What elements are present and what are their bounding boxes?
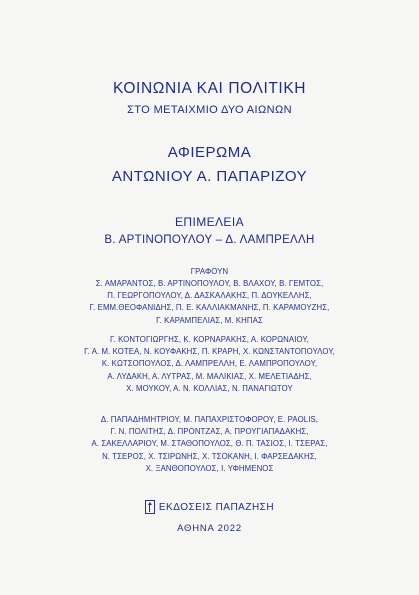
publisher-block — [0, 500, 419, 534]
contributor-line: Δ. ΠΑΠΑΔΗΜΗΤΡΙΟΥ, Μ. ΠΑΠΑΧΡΙΣΤΟΦΟΡΟΥ, Ε. PAOLIS, — [100, 415, 319, 424]
book-title: ΚΟΙΝΩΝΙΑ ΚΑΙ ΠΟΛΙΤΙΚΗ — [112, 80, 307, 97]
contributor-line: Γ. ΚΑΡΑΜΠΕΛΙΑΣ, Μ. ΚΗΠΑΣ — [156, 315, 263, 325]
contributor-line: Γ. ΕΜΜ.ΘΕΟΦΑΝΙΔΗΣ, Π. Ε. ΚΑΛΛΙΑΚΜΑΝΗΣ, Π. ΚΑΡΑΜΟΥΖΗΣ, — [89, 303, 330, 313]
publisher-name: ΕΚΔΟΣΕΙΣ ΠΑΠΑΖΗΣΗ — [158, 501, 275, 513]
contributors-group-3 — [0, 414, 419, 475]
dedication-heading: ΑΦΙΕΡΩΜΑ — [167, 144, 252, 161]
editing-label: ΕΠΙΜΕΛΕΙΑ — [175, 215, 244, 229]
contributors-group-1 — [0, 278, 419, 327]
contributor-line: Γ. Α. Μ. ΚΟΤΕΑ, Ν. ΚΟΥΦΑΚΗΣ, Π. ΚΡΑΡΗ, Χ. ΚΩΝΣΤΑΝΤΟΠΟΥΛΟΥ, — [84, 347, 335, 357]
contributors-group-2 — [0, 334, 419, 395]
contributor-line: Χ. ΜΟΥΚΟΥ, Α. Ν. ΚΟΛΛΙΑΣ, Ν. ΠΑΝΑΓΙΩΤΟΥ — [126, 383, 293, 393]
editors-names: Β. ΑΡΤΙΝΟΠΟΥΛΟΥ – Δ. ΛΑΜΠΡΕΛΛΗ — [104, 234, 315, 246]
publisher-logo-icon — [145, 500, 155, 514]
contributor-line: Α. ΣΑΚΕΛΛΑΡΙΟΥ, Μ. ΣΤΑΘΟΠΟΥΛΟΣ, Θ. Π. ΤΑΣΙΟΣ, Ι. ΤΣΕΡΑΣ, — [91, 439, 328, 449]
contributor-line: Ν. ΤΣΕΡΟΣ, Χ. ΤΣΙΡΩΝΗΣ, Χ. ΤΣΟΚΑΝΗ, Ι. ΦΑΡΣΕΔΑΚΗΣ, — [102, 451, 317, 461]
publisher-place-year: ΑΘΗΝΑ 2022 — [177, 523, 242, 534]
contributor-line: Γ. ΚΟΝΤΟΓΙΩΡΓΗΣ, Κ. ΚΟΡΝΑΡΑΚΗΣ, Α. ΚΟΡΩΝΑΙΟΥ, — [110, 335, 309, 344]
book-subtitle: ΣΤΟ ΜΕΤΑΙΧΜΙΟ ΔΥΟ ΑΙΩΝΩΝ — [127, 104, 292, 116]
contributors-label: ΓΡΑΦΟΥΝ — [190, 267, 229, 276]
contributor-line: Π. ΓΕΩΡΓΟΠΟΥΛΟΥ, Δ. ΔΑΣΚΑΛΑΚΗΣ, Π. ΔΟΥΚΕΛΛΗΣ, — [107, 291, 312, 301]
contributor-line: Σ. ΑΜΑΡΑΝΤΟΣ, Β. ΑΡΤΙΝΟΠΟΥΛΟΥ, Β. ΒΛΑΧΟΥ, Β. ΓΕΜΤΟΣ, — [95, 279, 324, 288]
contributor-line: Γ. Ν. ΠΟΛΙΤΗΣ, Δ. ΠΡΟΝΤΖΑΣ, Α. ΠΡΟΥΓΙΑΠΑΔΑΚΗΣ, — [110, 427, 309, 437]
contributor-line: Χ. ΞΑΝΘΟΠΟΥΛΟΣ, Ι. ΥΦΗΜΕΝΟΣ — [145, 463, 274, 473]
contributor-line: Α. ΛΥΔΑΚΗ, Α. ΛΥΤΡΑΣ, Μ. ΜΑΛΙΚΙΑΣ, Χ. ΜΕΛΕΤΙΑΔΗΣ, — [107, 371, 312, 381]
honoree-name: ΑΝΤΩΝΙΟΥ Α. ΠΑΠΑΡΙΖΟΥ — [111, 168, 308, 185]
contributor-line: Κ. ΚΩΤΣΟΠΟΥΛΟΣ, Δ. ΛΑΜΠΡΕΛΛΗ, Ε. ΛΑΜΠΡΟΠΟΥΛΟΥ, — [101, 359, 318, 369]
